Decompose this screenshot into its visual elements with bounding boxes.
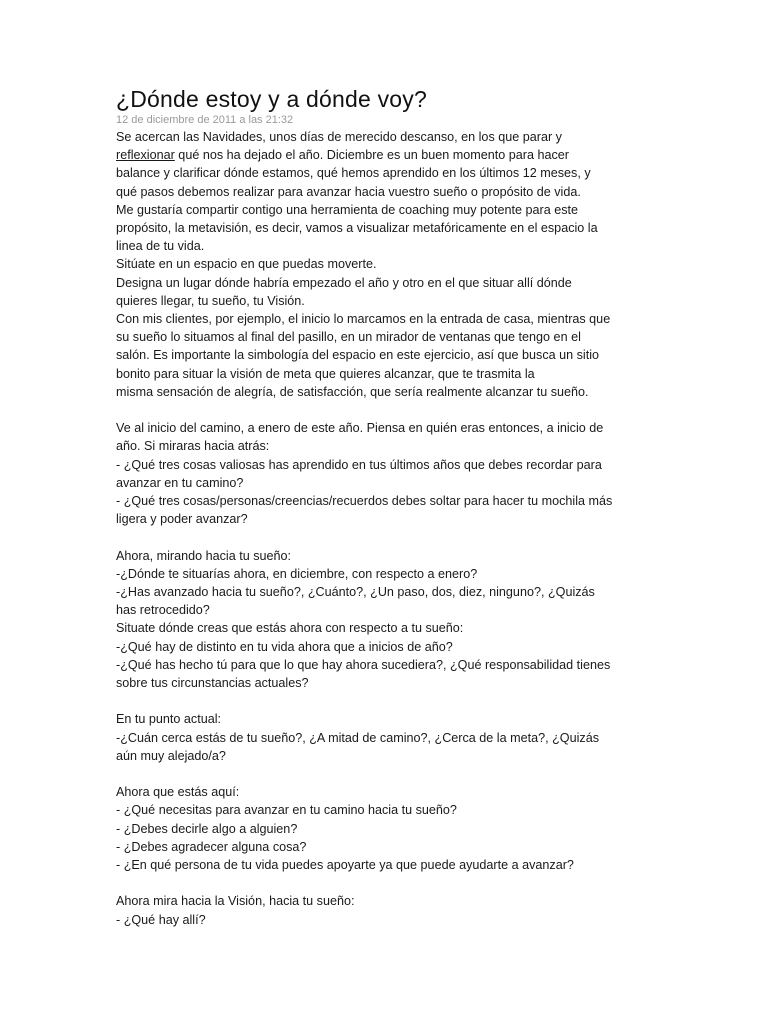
body-line: - ¿Debes agradecer alguna cosa? (116, 839, 307, 854)
body-line: año. Si miraras hacia atrás: (116, 439, 270, 454)
reflexionar-link[interactable]: reflexionar (116, 148, 175, 163)
body-line: - ¿Qué hay allí? (116, 912, 206, 927)
article-body (116, 128, 656, 929)
paragraph-gap (116, 692, 656, 710)
body-line: avanzar en tu camino? (116, 475, 244, 490)
body-line: ligera y poder avanzar? (116, 512, 248, 527)
body-line: - ¿Qué necesitas para avanzar en tu camino hacia tu sueño? (116, 803, 457, 818)
body-line: -¿Cuán cerca estás de tu sueño?, ¿A mitad de camino?, ¿Cerca de la meta?, ¿Quizás (116, 730, 599, 745)
body-line: - ¿Qué tres cosas/personas/creencias/recuerdos debes soltar para hacer tu mochila más (116, 494, 613, 509)
body-line: misma sensación de alegría, de satisfacción, que sería realmente alcanzar tu sueño. (116, 384, 589, 399)
paragraph-gap (116, 765, 656, 783)
body-line: propósito, la metavisión, es decir, vamos a visualizar metafóricamente en el espacio la (116, 221, 598, 236)
body-line: balance y clarificar dónde estamos, qué hemos aprendido en los últimos 12 meses, y (116, 166, 591, 181)
paragraph-gap (116, 874, 656, 892)
body-line-text: qué nos ha dejado el año. Diciembre es un buen momento para hacer (174, 148, 569, 163)
body-line: has retrocedido? (116, 603, 210, 618)
body-line: Designa un lugar dónde habría empezado el año y otro en el que situar allí dónde (116, 275, 572, 290)
body-line: Sitúate en un espacio en que puedas moverte. (116, 257, 377, 272)
body-line: - ¿Qué tres cosas valiosas has aprendido en tus últimos años que debes recordar para (116, 457, 602, 472)
body-line: sobre tus circunstancias actuales? (116, 676, 309, 691)
body-line: -¿Dónde te situarías ahora, en diciembre, con respecto a enero? (116, 566, 478, 581)
body-line: Ahora, mirando hacia tu sueño: (116, 548, 292, 563)
body-line (116, 146, 656, 164)
article (116, 84, 656, 929)
article-title: ¿Dónde estoy y a dónde voy? (116, 86, 427, 112)
body-line: En tu punto actual: (116, 712, 222, 727)
body-line: bonito para situar la visión de meta que quieres alcanzar, que te trasmita la (116, 366, 535, 381)
body-line: aún muy alejado/a? (116, 748, 226, 763)
body-line: quieres llegar, tu sueño, tu Visión. (116, 293, 305, 308)
paragraph-gap (116, 401, 656, 419)
body-line: -¿Qué has hecho tú para que lo que hay ahora sucediera?, ¿Qué responsabilidad tienes (116, 657, 611, 672)
body-line: qué pasos debemos realizar para avanzar hacia vuestro sueño o propósito de vida. (116, 184, 581, 199)
body-line: salón. Es importante la simbología del espacio en este ejercicio, así que busca un sitio (116, 348, 600, 363)
body-line: - ¿En qué persona de tu vida puedes apoyarte ya que puede ayudarte a avanzar? (116, 858, 574, 873)
paragraph-gap (116, 528, 656, 546)
body-line: Ve al inicio del camino, a enero de este año. Piensa en quién eras entonces, a inicio de (116, 421, 604, 436)
body-line: Situate dónde creas que estás ahora con respecto a tu sueño: (116, 621, 464, 636)
body-line: Me gustaría compartir contigo una herramienta de coaching muy potente para este (116, 202, 579, 217)
body-line: su sueño lo situamos al final del pasillo, en un mirador de ventanas que tengo en el (116, 330, 581, 345)
article-date: 12 de diciembre de 2011 a las 21:32 (116, 114, 294, 126)
body-line: Ahora mira hacia la Visión, hacia tu sueño: (116, 894, 355, 909)
body-line: -¿Has avanzado hacia tu sueño?, ¿Cuánto?, ¿Un paso, dos, diez, ninguno?, ¿Quizás (116, 585, 595, 600)
body-line: -¿Qué hay de distinto en tu vida ahora que a inicios de año? (116, 639, 453, 654)
body-line: Con mis clientes, por ejemplo, el inicio lo marcamos en la entrada de casa, mientras que (116, 312, 611, 327)
body-line: Ahora que estás aquí: (116, 785, 240, 800)
body-line: Se acercan las Navidades, unos días de merecido descanso, en los que parar y (116, 130, 562, 144)
body-line: - ¿Debes decirle algo a alguien? (116, 821, 298, 836)
body-line: linea de tu vida. (116, 239, 205, 254)
